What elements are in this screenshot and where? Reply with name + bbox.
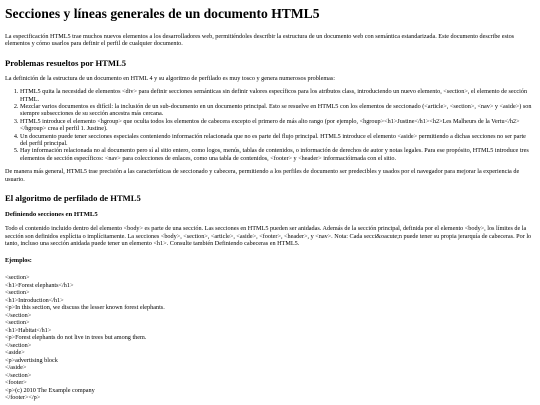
- code-line: <section>: [5, 319, 30, 327]
- sections-subheading: Definiendo secciones en HTML5: [5, 211, 98, 219]
- algorithm-heading: El algoritmo de perfilado de HTML5: [5, 193, 141, 204]
- code-line: <footer>: [5, 379, 27, 387]
- code-line: <section>: [5, 274, 30, 282]
- code-line: <aside>: [5, 349, 25, 357]
- code-line: <h1>Introduction</h1>: [5, 296, 64, 304]
- page-title: Secciones y líneas generales de un documento HTML5: [5, 6, 320, 21]
- problems-summary: De manera más general, HTML5 trae precisión a las características de seccionado y cabecera, permitiendo a los perfiles de documento ser predecibles y usados por el navegador para mejorar la experiencia de usuario.: [5, 168, 520, 183]
- sections-paragraph: Todo el contenido incluido dentro del elemento <body> es parte de una sección. Las secciones en HTML5 pueden ser anidadas. Además de la sección principal, definida por el elemento <body>, los límites de la sección son definidos explícita o implícitamente. La secciones <body>, <section>, <article>, <aside>, <footer>, <header>, y <nav>. Nota: Cada secci&oacute;n puede tener su propia jerarquía de cabeceras. Por lo tanto, incluso una sección anidada puede tener un elemento <h1>. Consulte también Definiendo cabeceras en HTML5.: [5, 225, 532, 247]
- code-line: <section>: [5, 289, 30, 297]
- list-item: 5. Hay información relacionada no al documento pero sí al sitio entero, como logos, menús, tablas de contenidos, o información de derechos de autor y notas legales. Para ese propósito, HTML5 introduce tres elementos de sección específicos: <nav> para colecciones de enlaces, como una tabla de contenidos, <footer> y <header> informacióirnada con el sitio.: [20, 147, 535, 162]
- list-item: 1. HTML5 quita la necesidad de elementos <div> para definir secciones semánticas sin definir valores específicos para los atributos class, introduciendo un nuevo elemento, <section>, el elemento de sección HTML.: [20, 88, 535, 103]
- list-item: 3. HTML5 introduce el elemento <hgroup> que oculta todos los elementos de cabecera excepto el primero de más alto rango (por ejemplo, <hgroup><h1>Justine</h1><h2>Les Malheurs de la Vertu</h2></hgroup> crea el perfil 1. Justine).: [20, 118, 535, 133]
- code-line: </section>: [5, 341, 32, 349]
- code-line: <p>Forest elephants do not live in trees but among them.: [5, 334, 147, 342]
- code-line: </section>: [5, 371, 32, 379]
- code-line: </section>: [5, 311, 32, 319]
- code-line: <h1>Habitat</h1>: [5, 326, 52, 334]
- code-line: <h1>Forest elephants</h1>: [5, 281, 74, 289]
- code-line: <p>In this section, we discuss the lesser known forest elephants.: [5, 304, 165, 312]
- code-line: </aside>: [5, 364, 27, 372]
- intro-paragraph: La especificación HTML5 trae muchos nuevos elementos a los desarrolladores web, permitiéndoles describir la estructura de un documento web con semántica estandarizada. Este documento describe estos elementos y cómo usarlos para definir el perfil de cualquier documento.: [5, 33, 515, 48]
- code-line: <p>advertising block: [5, 356, 58, 364]
- code-line: </footer></p>: [5, 394, 41, 402]
- list-item: 2. Mezclar varios documentos es difícil: la inclusión de un sub-documento en un documento principal. Esto se resuelve en HTML5 con los elementos de seccionado (<article>, <section>, <nav> y <aside>) son siempre subsecciones de su sección ancestra más cercana.: [20, 103, 535, 118]
- problems-lead: La definición de la estructura de un documento en HTML 4 y su algoritmo de perfilado es muy tosco y genera numerosos problemas:: [5, 74, 336, 82]
- list-item: 4. Un documento puede tener secciones especiales conteniendo información relacionada que no es parte del flujo principal. HTML5 introduce el elemento <aside> permitiendo a dichas secciones no ser parte del perfil principal.: [20, 133, 535, 148]
- problems-list: [5, 88, 535, 162]
- problems-heading: Problemas resueltos por HTML5: [5, 57, 127, 68]
- code-example: [5, 274, 535, 402]
- examples-label: Ejemplos:: [5, 257, 32, 265]
- code-line: <p>(c) 2010 The Example company: [5, 386, 95, 394]
